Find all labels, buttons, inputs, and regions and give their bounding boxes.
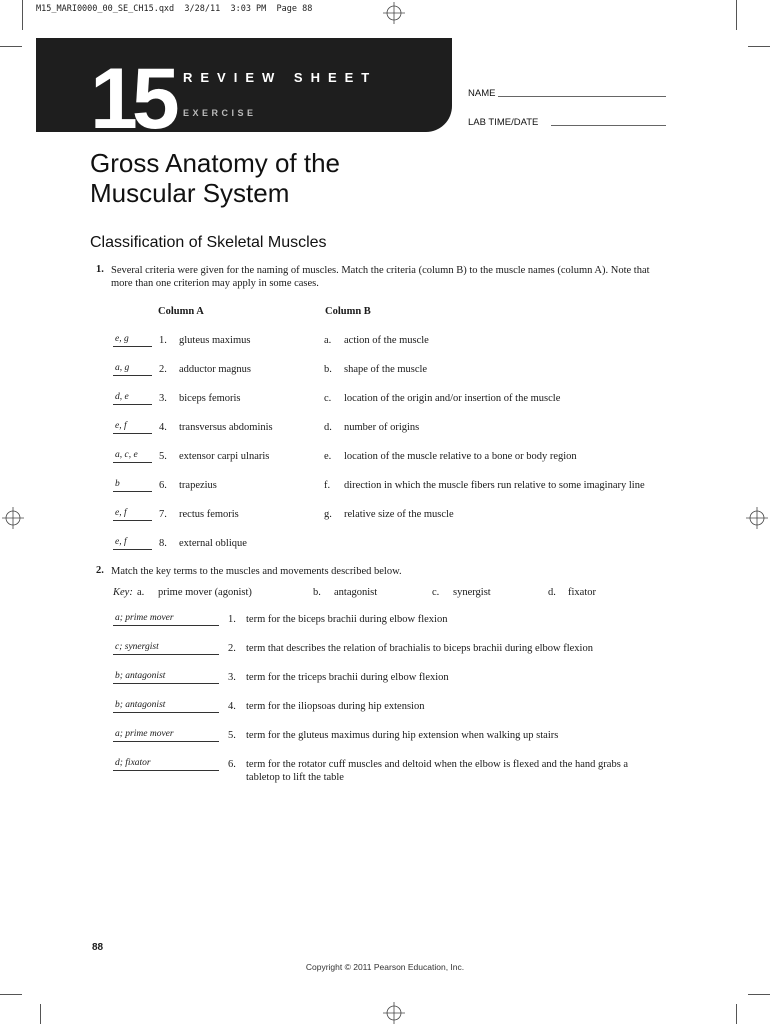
muscle-name: gluteus maximus — [179, 335, 251, 346]
item-text: term that describes the relation of brachialis to biceps brachii during elbow flexion — [246, 643, 593, 654]
registration-mark-icon — [2, 507, 24, 529]
crop-mark — [736, 0, 737, 30]
item-number: 2. — [228, 643, 236, 654]
question-number: 1. — [96, 264, 104, 275]
key-term: fixator — [568, 587, 596, 598]
exercise-label: EXERCISE — [183, 108, 257, 118]
print-slug-line: M15_MARI0000_00_SE_CH15.qxd 3/28/11 3:03 PM Page 88 — [36, 4, 313, 14]
lab-time-date-label: LAB TIME/DATE — [468, 117, 539, 128]
criteria-text: shape of the muscle — [344, 364, 428, 375]
answer-blank[interactable]: b — [113, 479, 152, 492]
item-number: 4. — [228, 701, 236, 712]
key-letter: b. — [313, 587, 321, 598]
column-b-header: Column B — [325, 306, 371, 317]
answer-blank[interactable]: c; synergist — [113, 642, 219, 655]
item-number: 3. — [159, 393, 167, 404]
page-title: Gross Anatomy of the Muscular System — [90, 148, 341, 208]
criteria-letter: f. — [324, 480, 331, 491]
answer-blank[interactable]: b; antagonist — [113, 671, 219, 684]
crop-mark — [0, 46, 22, 47]
criteria-letter: b. — [324, 364, 332, 375]
key-letter: d. — [548, 587, 556, 598]
item-number: 2. — [159, 364, 167, 375]
item-number: 5. — [159, 451, 167, 462]
muscle-name: external oblique — [179, 538, 247, 549]
criteria-letter: g. — [324, 509, 332, 520]
answer-blank[interactable]: e, f — [113, 508, 152, 521]
key-term: antagonist — [334, 587, 378, 598]
item-number: 6. — [228, 759, 236, 770]
crop-mark — [736, 1004, 737, 1024]
key-term: synergist — [453, 587, 491, 598]
item-text: term for the gluteus maximus during hip extension when walking up stairs — [246, 730, 559, 741]
item-number: 5. — [228, 730, 236, 741]
answer-blank[interactable]: d, e — [113, 392, 152, 405]
key-letter: c. — [432, 587, 440, 598]
answer-blank[interactable]: a; prime mover — [113, 613, 219, 626]
criteria-text: location of the muscle relative to a bone or body region — [344, 451, 577, 462]
muscle-name: biceps femoris — [179, 393, 241, 404]
muscle-name: rectus femoris — [179, 509, 239, 520]
muscle-name: extensor carpi ulnaris — [179, 451, 270, 462]
answer-blank[interactable]: b; antagonist — [113, 700, 219, 713]
item-number: 1. — [159, 335, 167, 346]
section-title: Classification of Skeletal Muscles — [90, 234, 327, 251]
answer-blank[interactable]: a; prime mover — [113, 729, 219, 742]
crop-mark — [748, 46, 770, 47]
name-label: NAME — [468, 88, 496, 99]
question-number: 2. — [96, 565, 104, 576]
muscle-name: adductor magnus — [179, 364, 252, 375]
item-number: 6. — [159, 480, 167, 491]
item-text: term for the biceps brachii during elbow flexion — [246, 614, 448, 625]
criteria-letter: e. — [324, 451, 332, 462]
item-number: 4. — [159, 422, 167, 433]
criteria-text: location of the origin and/or insertion of the muscle — [344, 393, 561, 404]
exercise-number: 15 — [90, 51, 174, 147]
column-a-header: Column A — [158, 306, 204, 317]
answer-blank[interactable]: a, g — [113, 363, 152, 376]
review-sheet-label: REVIEW SHEET — [183, 70, 378, 85]
answer-blank[interactable]: e, f — [113, 421, 152, 434]
criteria-letter: a. — [324, 335, 332, 346]
item-text: term for the triceps brachii during elbow flexion — [246, 672, 449, 683]
copyright-notice: Copyright © 2011 Pearson Education, Inc. — [305, 962, 465, 972]
criteria-text: direction in which the muscle fibers run relative to some imaginary line — [344, 480, 645, 491]
lab-time-date-field[interactable] — [551, 125, 666, 126]
muscle-name: trapezius — [179, 480, 217, 491]
item-number: 3. — [228, 672, 236, 683]
answer-blank[interactable]: a, c, e — [113, 450, 152, 463]
key-label: Key: — [113, 587, 133, 598]
item-number: 7. — [159, 509, 167, 520]
page-number: 88 — [92, 942, 104, 953]
key-row — [113, 587, 133, 598]
answer-blank[interactable]: d; fixator — [113, 758, 219, 771]
criteria-letter: c. — [324, 393, 332, 404]
question-text: Several criteria were given for the naming of muscles. Match the criteria (column B) to the muscle names (column A). Note that more than one criterion may apply in some cases. — [111, 265, 650, 289]
crop-mark — [40, 1004, 41, 1024]
answer-blank[interactable]: e, g — [113, 334, 152, 347]
criteria-text: relative size of the muscle — [344, 509, 454, 520]
criteria-letter: d. — [324, 422, 332, 433]
answer-blank[interactable]: e, f — [113, 537, 152, 550]
item-number: 1. — [228, 614, 236, 625]
item-text: term for the rotator cuff muscles and deltoid when the elbow is flexed and the hand grabs a — [246, 759, 629, 770]
criteria-text: action of the muscle — [344, 335, 429, 346]
item-text: term for the iliopsoas during hip extension — [246, 701, 425, 712]
question-text: Match the key terms to the muscles and movements described below. — [111, 566, 402, 577]
crop-mark — [22, 0, 23, 30]
registration-mark-icon — [383, 1002, 405, 1024]
criteria-text: number of origins — [344, 422, 420, 433]
crop-mark — [0, 994, 22, 995]
item-number: 8. — [159, 538, 167, 549]
name-field[interactable] — [498, 96, 666, 97]
registration-mark-icon — [383, 2, 405, 24]
key-term: prime mover (agonist) — [158, 587, 252, 598]
item-text-continued: tabletop to lift the table — [246, 772, 344, 783]
registration-mark-icon — [746, 507, 768, 529]
key-letter: a. — [137, 587, 145, 598]
muscle-name: transversus abdominis — [179, 422, 273, 433]
crop-mark — [748, 994, 770, 995]
